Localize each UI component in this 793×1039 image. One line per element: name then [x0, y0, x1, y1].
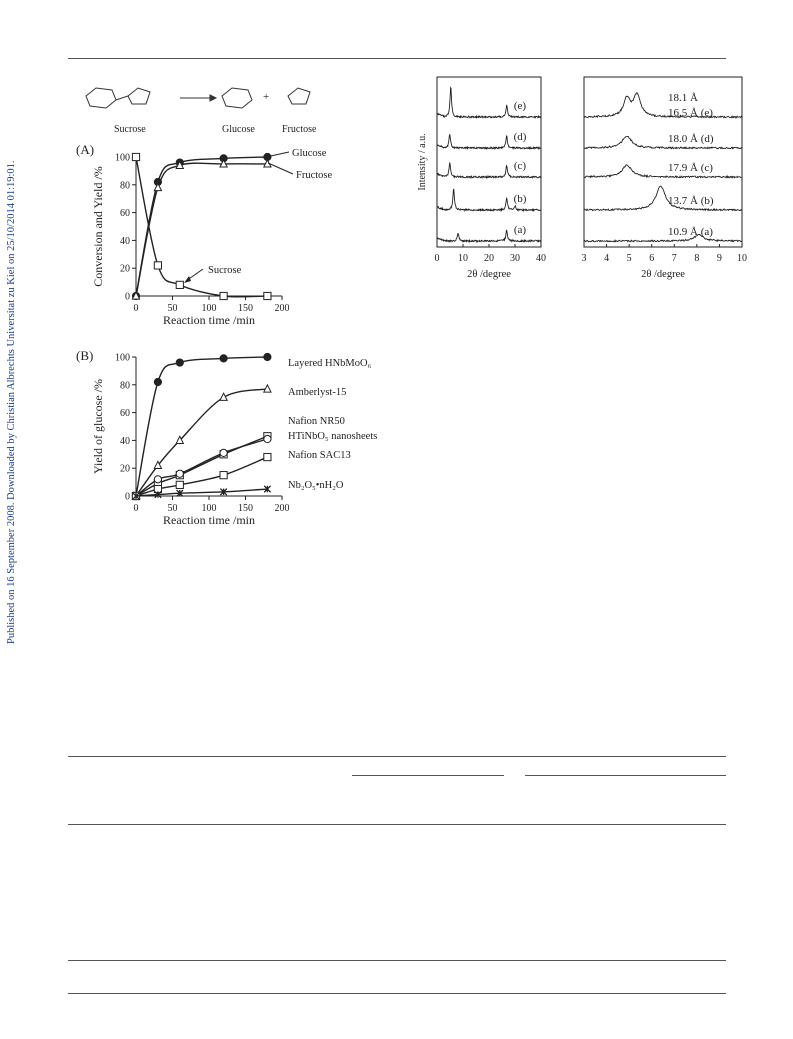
trace-e: [437, 88, 541, 118]
y-tick-label: 40: [120, 235, 130, 247]
data-point: [132, 153, 139, 160]
d-spacing-label: 18.1 Å: [668, 92, 698, 104]
x-tick-label: 6: [649, 253, 655, 264]
x-tick-label: 20: [484, 253, 494, 264]
series-line: [136, 357, 267, 496]
x-tick-label: 200: [274, 503, 290, 514]
trace-b: [584, 186, 742, 210]
series-label: Fructose: [296, 170, 333, 181]
data-point: [154, 378, 161, 385]
trace-c: [584, 162, 742, 178]
data-point: [264, 385, 271, 392]
trace-label: (b): [513, 193, 527, 205]
data-point: [176, 359, 183, 366]
series-line: [136, 157, 267, 296]
fructose-caption: Fructose: [282, 124, 317, 135]
trace-a: [584, 226, 742, 242]
trace-label: (e): [513, 100, 527, 112]
x-tick-label: 100: [201, 503, 217, 514]
y-tick-label: 0: [125, 291, 130, 303]
glucose-structure: [222, 88, 252, 108]
sucrose-arrowhead: [184, 276, 191, 283]
download-sidebar-text: Published on 16 September 2008. Downloaded by Christian Albrechts Universitat zu Kiel on 25/10/2014 01:19:01.: [6, 160, 17, 644]
reaction-scheme: [86, 88, 310, 108]
series-label: Nafion SAC13: [288, 450, 351, 461]
x-axis-label: Reaction time /min: [163, 313, 255, 327]
series-label: Sucrose: [208, 265, 242, 276]
panel-label: (A): [76, 142, 95, 157]
data-point: [264, 353, 271, 360]
d-spacing-label: 17.9 Å (c): [668, 162, 713, 174]
data-point: [176, 281, 183, 288]
x-tick-label: 40: [536, 253, 546, 264]
xrd-trace: [584, 93, 742, 118]
y-tick-label: 100: [115, 352, 130, 364]
panel-label: (B): [76, 348, 94, 363]
series-sucrose: [132, 153, 271, 299]
x-tick-label: 3: [581, 253, 587, 264]
series-label: Nb₂O₅•nH₂O: [288, 480, 344, 491]
series-label: HTiNbO₅ nanosheets: [288, 431, 378, 442]
x-axis-label: 2θ /degree: [641, 269, 685, 280]
data-point: [220, 355, 227, 362]
series-label: Layered HNbMoO₆: [288, 358, 372, 369]
trace-a: [437, 224, 541, 242]
series-label: Amberlyst-15: [288, 387, 347, 398]
data-point: [154, 476, 161, 483]
x-tick-label: 4: [604, 253, 610, 264]
x-tick-label: 50: [167, 303, 178, 314]
trace-label: (a): [513, 224, 527, 236]
series-label: Glucose: [292, 148, 327, 159]
sucrose-structure: [86, 88, 150, 108]
xrd-trace: [584, 186, 742, 210]
reaction-arrow: [180, 95, 216, 101]
x-axis-label: 2θ /degree: [467, 269, 511, 280]
x-tick-label: 0: [434, 253, 440, 264]
data-point: [220, 449, 227, 456]
xrd-trace: [584, 234, 742, 242]
chart-panel-a: [76, 142, 333, 327]
xrd-trace: [584, 165, 742, 178]
x-tick-label: 150: [238, 503, 253, 514]
trace-c: [437, 160, 541, 178]
series-line: [136, 157, 267, 297]
trace-d: [437, 131, 541, 149]
x-tick-label: 5: [626, 253, 632, 264]
data-point: [176, 481, 183, 488]
trace-e: [584, 92, 742, 119]
data-point: [264, 292, 271, 299]
sucrose-caption: Sucrose: [114, 124, 146, 135]
data-point: [154, 262, 161, 269]
data-point: [220, 292, 227, 299]
trace-b: [437, 189, 541, 211]
series-label: Nafion NR50: [288, 416, 345, 427]
x-axis-label: Reaction time /min: [163, 513, 255, 527]
x-tick-label: 100: [201, 303, 217, 314]
x-tick-label: 7: [671, 253, 677, 264]
x-tick-label: 10: [737, 253, 747, 264]
fructose-leader: [268, 163, 293, 174]
trace-label: (c): [513, 160, 527, 172]
y-tick-label: 60: [120, 408, 130, 420]
x-tick-label: 8: [694, 253, 700, 264]
trace-label: (d): [513, 131, 527, 143]
x-tick-label: 10: [458, 253, 468, 264]
plot-frame: [584, 77, 742, 247]
glucose-caption: Glucose: [222, 124, 255, 135]
y-tick-label: 100: [115, 152, 130, 164]
data-point: [220, 472, 227, 479]
data-point: [264, 435, 271, 442]
y-axis-label: Intensity / a.u.: [417, 133, 428, 191]
y-tick-label: 20: [120, 463, 130, 475]
fructose-structure: [288, 88, 310, 104]
trace-d: [584, 133, 742, 149]
x-tick-label: 200: [274, 303, 290, 314]
y-axis-label: Conversion and Yield /%: [91, 166, 105, 287]
y-axis-label: Yield of glucose /%: [91, 379, 105, 474]
data-point: [220, 393, 227, 400]
y-tick-label: 80: [120, 380, 130, 392]
plus-sign: +: [263, 91, 270, 103]
y-tick-label: 0: [125, 491, 130, 503]
xrd-trace: [584, 136, 742, 148]
data-point: [176, 470, 183, 477]
d-spacing-label: 10.9 Å (a): [668, 226, 713, 238]
chart-xrd-full: [417, 77, 546, 280]
x-tick-label: 150: [238, 303, 253, 314]
series-fructose: [132, 160, 332, 299]
x-tick-label: 0: [133, 503, 139, 514]
d-spacing-label: 16.5 Å (e): [668, 107, 713, 119]
x-tick-label: 30: [510, 253, 520, 264]
d-spacing-label: 18.0 Å (d): [668, 133, 714, 145]
y-tick-label: 20: [120, 263, 130, 275]
y-tick-label: 40: [120, 435, 130, 447]
d-spacing-label: 13.7 Å (b): [668, 195, 714, 207]
y-tick-label: 80: [120, 180, 130, 192]
chart-panel-b: [76, 348, 377, 527]
x-tick-label: 0: [133, 303, 139, 314]
y-tick-label: 60: [120, 208, 130, 220]
data-point: [264, 453, 271, 460]
chart-xrd-low-angle: [582, 77, 748, 280]
x-tick-label: 50: [167, 503, 178, 514]
x-tick-label: 9: [716, 253, 722, 264]
